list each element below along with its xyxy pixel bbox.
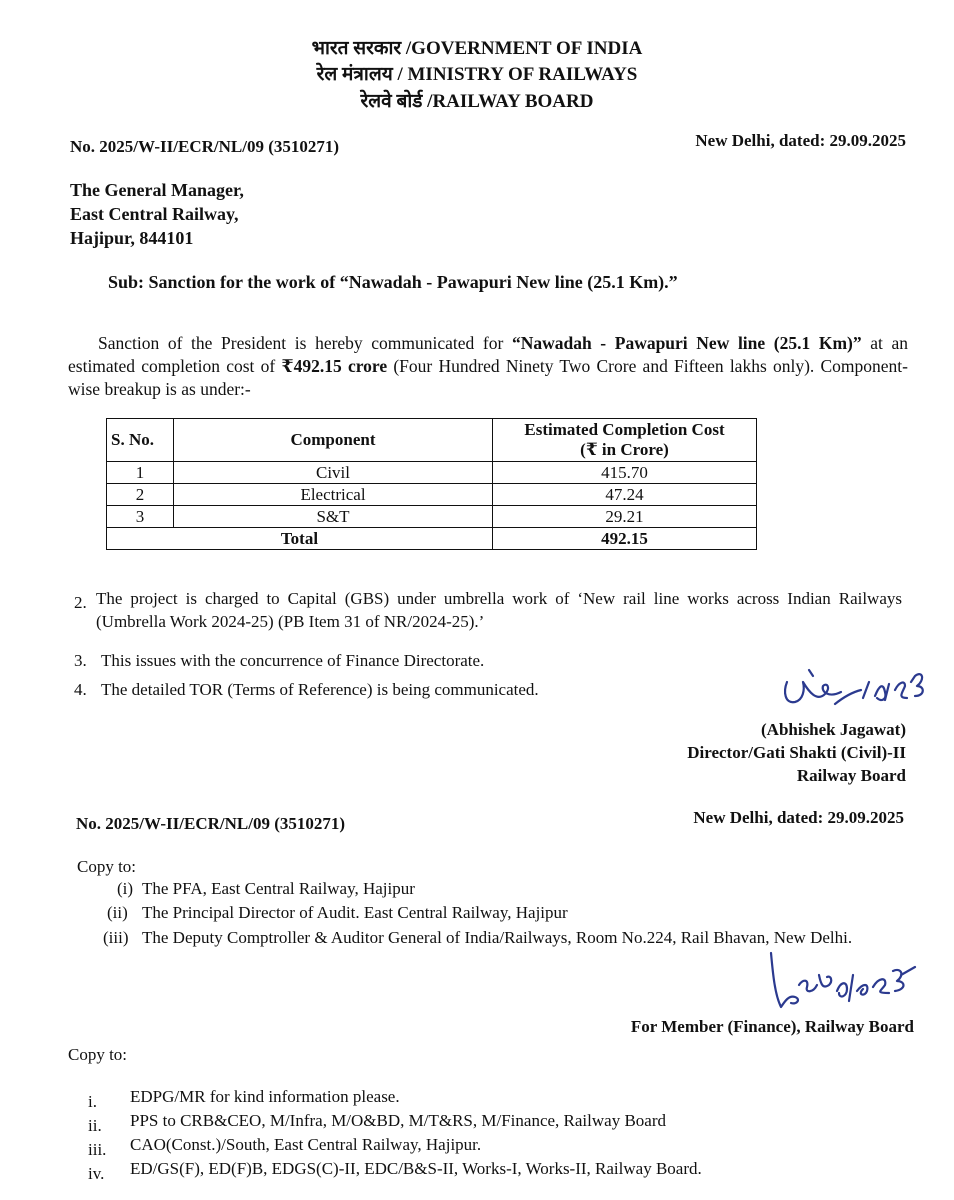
column-header-cost: Estimated Completion Cost (₹ in Crore) [493, 419, 757, 462]
copy-item-number: (iii) [103, 928, 129, 947]
copy-item-text: The PFA, East Central Railway, Hajipur [142, 879, 415, 898]
reference-number: No. 2025/W-II/ECR/NL/09 (3510271) [70, 137, 340, 156]
column-header-component: Component [174, 419, 493, 462]
point-2-number: 2. [74, 593, 87, 612]
point-2-text: The project is charged to Capital (GBS) under umbrella work of ‘New rail line works across Indian Railways (Umbrella Work 2024-25) (PB Item 31 of NR/2024-25).’ [96, 589, 902, 631]
point-3-number: 3. [74, 651, 87, 670]
header-line-board: रेलवे बोर्ड /RAILWAY BOARD [360, 91, 594, 112]
cell-component: S&T [174, 506, 493, 528]
for-member-finance: For Member (Finance), Railway Board [630, 1017, 914, 1036]
table-total-row [107, 528, 757, 550]
copy-item-text: CAO(Const.)/South, East Central Railway, Hajipur. [130, 1135, 482, 1154]
copy-item-number: (ii) [107, 903, 128, 922]
signature-director [765, 652, 940, 727]
header-line-ministry: रेल मंत्रालय / MINISTRY OF RAILWAYS [316, 64, 638, 85]
copy-to-label: Copy to: [77, 857, 137, 876]
copy-item-number: iv. [88, 1164, 105, 1183]
header-line-government: भारत सरकार /GOVERNMENT OF INDIA [311, 38, 643, 59]
copy-item-text: The Principal Director of Audit. East Central Railway, Hajipur [142, 903, 568, 922]
total-value: 492.15 [493, 528, 757, 550]
cell-sno: 1 [107, 462, 174, 484]
copy-item-text: PPS to CRB&CEO, M/Infra, M/O&BD, M/T&RS, M/Finance, Railway Board [130, 1111, 666, 1130]
reference-date-copy: New Delhi, dated: 29.09.2025 [693, 808, 904, 827]
column-header-sno: S. No. [107, 419, 174, 462]
table-row [107, 462, 757, 484]
sanction-paragraph: Sanction of the President is hereby communicated for “Nawadah - Pawapuri New line (25.1 Km)” at an estimated completion cost of ₹492.15 crore (Four Hundred Ninety Two Crore and Fifteen lakhs only). Component-wise breakup is as under:- [68, 333, 908, 399]
cell-cost: 47.24 [493, 484, 757, 506]
point-4-number: 4. [74, 680, 87, 699]
cell-cost: 415.70 [493, 462, 757, 484]
cell-component: Electrical [174, 484, 493, 506]
copy-item-number: (i) [117, 879, 134, 898]
copy-item-number: ii. [88, 1116, 102, 1135]
copy-item-number: i. [88, 1092, 97, 1111]
addressee-line-3: Hajipur, 844101 [70, 228, 194, 248]
table-row [107, 484, 757, 506]
signatory-office: Railway Board [796, 766, 906, 785]
table-header-row [107, 419, 757, 462]
reference-date: New Delhi, dated: 29.09.2025 [695, 131, 906, 150]
point-3-text: This issues with the concurrence of Finance Directorate. [101, 651, 485, 670]
cell-sno: 2 [107, 484, 174, 506]
cell-component: Civil [174, 462, 493, 484]
point-4-text: The detailed TOR (Terms of Reference) is being communicated. [101, 680, 539, 699]
copy-to-label-2: Copy to: [68, 1045, 128, 1064]
cell-cost: 29.21 [493, 506, 757, 528]
total-label: Total [107, 528, 493, 550]
copy-item-text: EDPG/MR for kind information please. [130, 1087, 400, 1106]
copy-item-number: iii. [88, 1140, 107, 1159]
table-row [107, 506, 757, 528]
copy-item-text: ED/GS(F), ED(F)B, EDGS(C)-II, EDC/B&S-II, Works-I, Works-II, Railway Board. [130, 1159, 702, 1178]
addressee-line-2: East Central Railway, [70, 204, 239, 224]
signatory-designation: Director/Gati Shakti (Civil)-II [687, 743, 906, 762]
addressee-line-1: The General Manager, [70, 180, 244, 200]
signature-finance [755, 945, 925, 1025]
subject-line: Sub: Sanction for the work of “Nawadah - Pawapuri New line (25.1 Km).” [108, 272, 678, 292]
cost-table [106, 418, 757, 550]
cell-sno: 3 [107, 506, 174, 528]
reference-number-copy: No. 2025/W-II/ECR/NL/09 (3510271) [76, 814, 346, 833]
signatory-name: (Abhishek Jagawat) [761, 720, 906, 739]
copy-item-text: The Deputy Comptroller & Auditor General of India/Railways, Room No.224, Rail Bhavan, New Delhi. [142, 928, 853, 947]
